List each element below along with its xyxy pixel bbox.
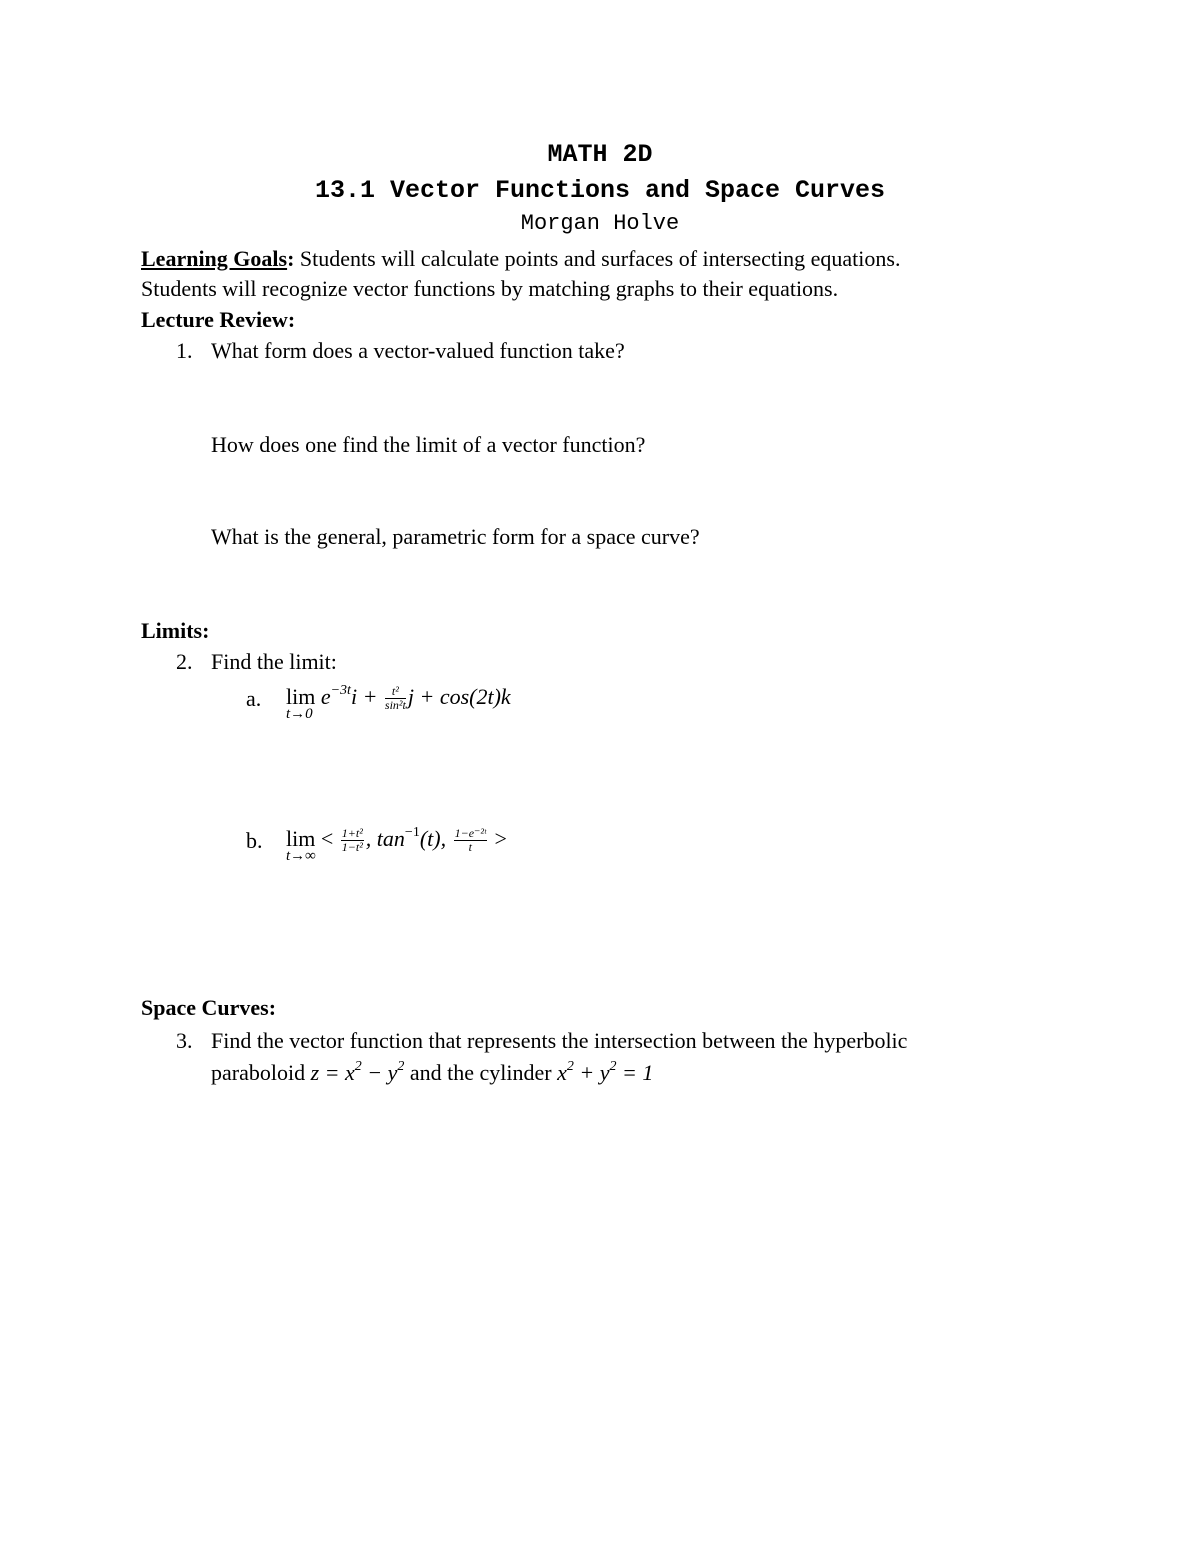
fraction-b2: $\frac{\text{1−e⁻²ᵗ}}{t}$ bbox=[454, 826, 486, 855]
paraboloid-equation: $z = x^2 - y^2$ bbox=[310, 1059, 405, 1085]
fraction-a: $\frac{\text{t²}}{\text{sin²t}}$ bbox=[384, 684, 406, 713]
course-title: MATH 2D bbox=[547, 140, 653, 169]
space-curves-heading: Space Curves: bbox=[141, 995, 277, 1020]
learning-goals-text-1: Students will calculate points and surfaces of intersecting equations. bbox=[299, 246, 901, 271]
page-title: 13.1 Vector Functions and Space Curves bbox=[314, 176, 886, 205]
limit-b-subscript: t→∞ bbox=[286, 848, 316, 864]
review-question-3: What is the general, parametric form for a space curve? bbox=[211, 524, 700, 549]
space-curves-question-line-1: Find the vector function that represents the intersection between the hyperbolic bbox=[211, 1028, 908, 1053]
cylinder-equation: $x^2 + y^2 = 1$ bbox=[557, 1059, 654, 1085]
lecture-review-heading: Lecture Review: bbox=[141, 307, 296, 332]
limits-prompt: Find the limit: bbox=[211, 649, 337, 674]
review-question-1: What form does a vector-valued function take? bbox=[211, 338, 625, 363]
limit-a-subscript: t→0 bbox=[286, 706, 313, 722]
part-a-label: a. bbox=[246, 686, 262, 711]
learning-goals-text-2: Students will recognize vector functions by matching graphs to their equations. bbox=[141, 276, 839, 301]
learning-goals-line: Learning Goals: Students will calculate points and surfaces of intersecting equations. bbox=[141, 246, 901, 271]
limits-heading: Limits: bbox=[141, 618, 210, 643]
question-number-2: 2. bbox=[176, 649, 193, 674]
space-curves-question-line-2: paraboloid $z = x^2 - y^2$ and the cylinder $x^2 + y^2 = 1$ bbox=[211, 1059, 654, 1085]
part-b-label: b. bbox=[246, 828, 263, 853]
author-name: Morgan Holve bbox=[520, 211, 680, 236]
question-number-1: 1. bbox=[176, 338, 193, 363]
limit-expression-a: lim t→0 $e^{-3t}i$ + $\frac{\text{t²}}{\text{sin²t}}$ j + cos(2t)k bbox=[286, 683, 511, 722]
review-question-2: How does one find the limit of a vector function? bbox=[211, 432, 646, 457]
question-number-3: 3. bbox=[176, 1028, 193, 1053]
fraction-b1: $\frac{\text{1+t²}}{\text{1−t²}}$ bbox=[341, 826, 363, 855]
learning-goals-label: Learning Goals bbox=[141, 246, 288, 271]
limit-expression-b: lim t→∞ < $\frac{\text{1+t²}}{\text{1−t²}}$ , $\tan^{-1}(t)$, $\frac{\text{1−e⁻²ᵗ}}{t}$ > bbox=[286, 825, 507, 864]
